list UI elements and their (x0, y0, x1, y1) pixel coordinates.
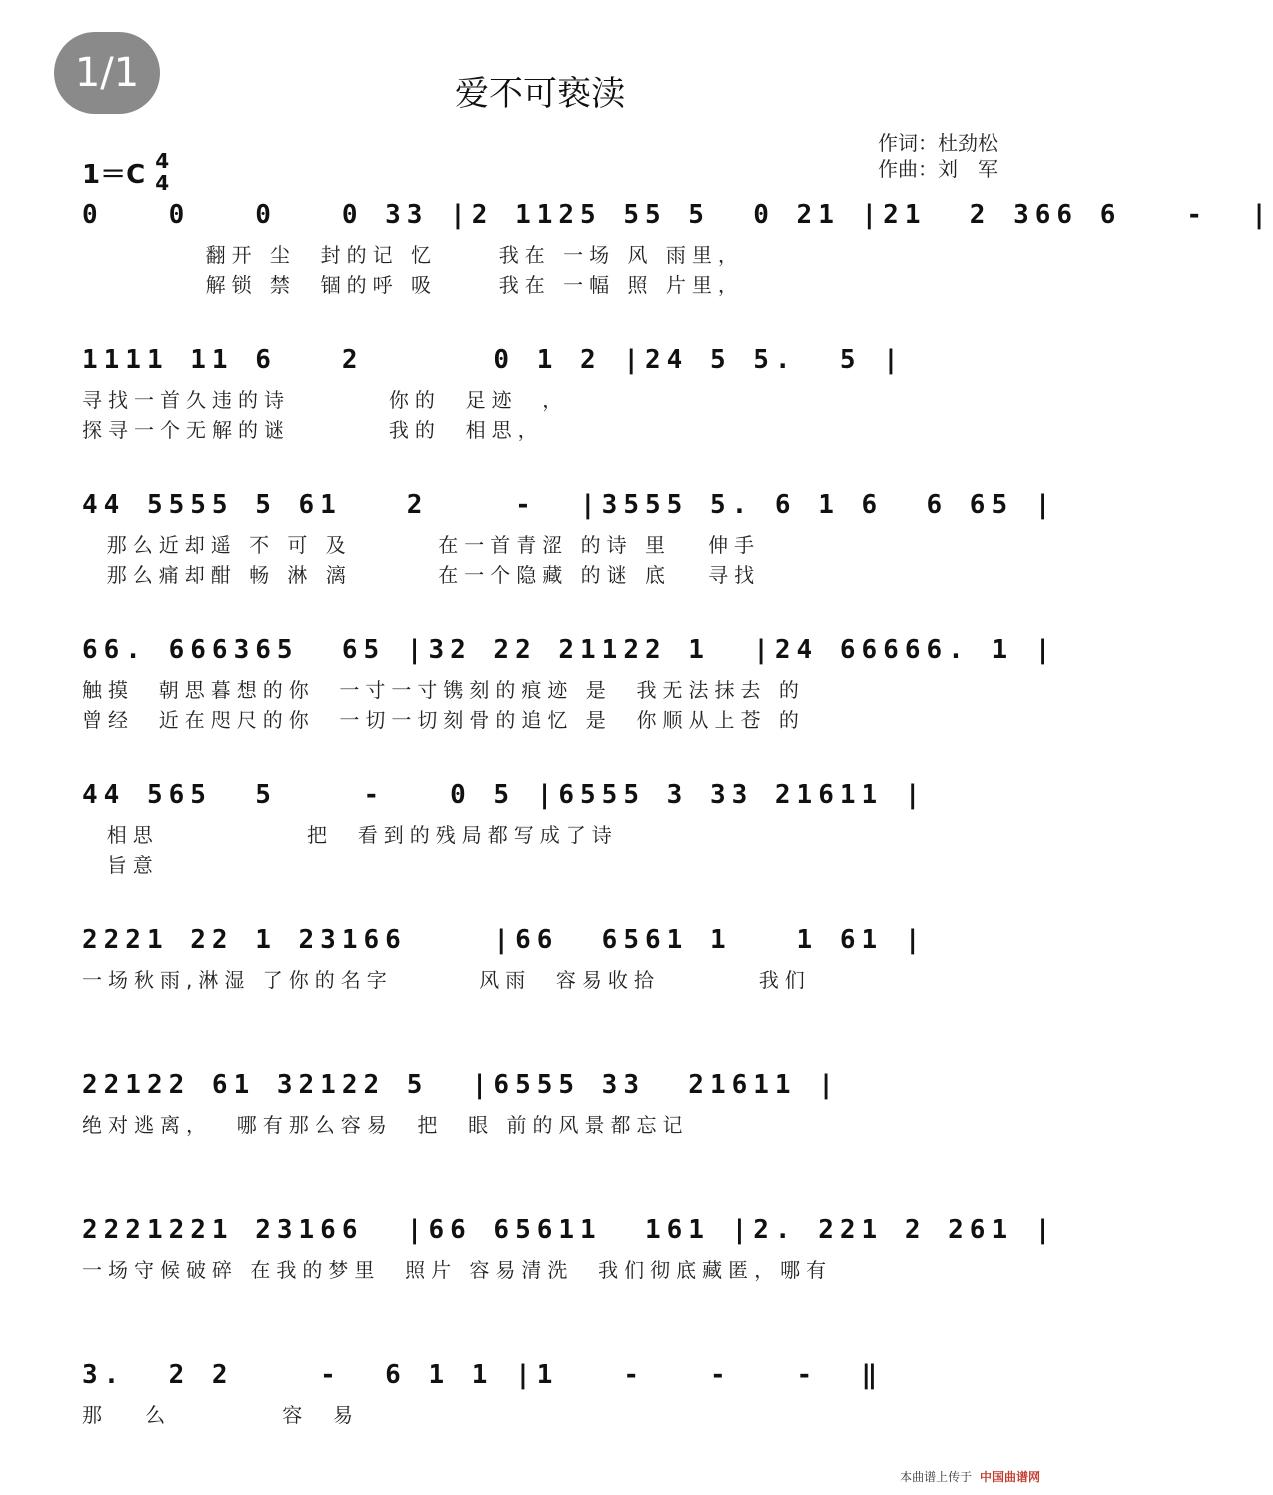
page-indicator[interactable]: 1/1 (54, 32, 160, 114)
song-title: 爱不可亵渎 (455, 74, 625, 114)
score-system (82, 1215, 1057, 1285)
lyric-line: 绝对逃离， 哪有那么容易 把 眼 前的风景都忘记 (82, 1113, 689, 1137)
key-label: 1＝C (82, 159, 146, 190)
notes-line: 3. 2 2 - 6 1 1 |1 - - - ‖ (82, 1360, 884, 1390)
lyric-line: 曾经 近在咫尺的你 一切一切刻骨的追忆 是 你顺从上苍 的 (82, 708, 805, 732)
score-system (82, 1070, 1002, 1140)
notes-line: 22122 61 32122 5 |6555 33 21611 | (82, 1070, 840, 1100)
notes-line: 2221221 23166 |66 65611 161 |2. 221 2 261 | (82, 1215, 1057, 1245)
time-signature (155, 150, 169, 194)
score-system (82, 1360, 1002, 1430)
lyric-line: 那么近却遥 不 可 及 在一首青涩 的诗 里 伸手 (82, 533, 761, 557)
time-bottom: 4 (155, 171, 170, 195)
notes-line: 0 0 0 0 33 |2 1125 55 5 0 21 |21 2 366 6 - | (82, 200, 1273, 230)
lyric-line: 寻找一首久违的诗 你的 足迹 ， (82, 388, 569, 412)
score-system (82, 200, 1273, 300)
lyric-line: 一场守候破碎 在我的梦里 照片 容易清洗 我们彻底藏匿，哪有 (82, 1258, 833, 1282)
lyric-line: 翻开 尘 封的记 忆 我在 一场 风 雨里， (82, 243, 744, 267)
notes-line: 1111 11 6 2 0 1 2 |24 5 5. 5 | (82, 345, 905, 375)
notes-line: 44 565 5 - 0 5 |6555 3 33 21611 | (82, 780, 927, 810)
site-logo: 中国曲谱网 (979, 1470, 1040, 1484)
lyric-line: 那 么 容 易 (82, 1403, 360, 1427)
lyricist: 作词：杜劲松 (878, 131, 998, 155)
footer-text: 本曲谱上传于 (900, 1470, 973, 1484)
credits (878, 130, 998, 182)
score-system (82, 345, 1002, 445)
lyric-line: 触摸 朝思暮想的你 一寸一寸镌刻的痕迹 是 我无法抹去 的 (82, 678, 805, 702)
lyric-line: 那么痛却酣 畅 淋 漓 在一个隐藏 的谜 底 寻找 (82, 563, 761, 587)
notes-line: 66. 666365 65 |32 22 21122 1 |24 66666. 1 | (82, 635, 1057, 665)
footer (900, 1468, 1040, 1485)
score-system (82, 780, 1002, 880)
lyric-line: 探寻一个无解的谜 我的 相思， (82, 418, 544, 442)
key-signature (82, 150, 169, 194)
score-system (82, 635, 1057, 735)
lyric-line: 一场秋雨,淋湿 了你的名字 风雨 容易收拾 我们 (82, 968, 811, 992)
time-top: 4 (155, 149, 170, 173)
composer: 作曲：刘 军 (878, 157, 998, 181)
lyric-line: 旨意 (82, 853, 159, 877)
score-system (82, 925, 1002, 995)
lyric-line: 解锁 禁 锢的呼 吸 我在 一幅 照 片里， (82, 273, 744, 297)
score-system (82, 490, 1057, 590)
lyric-line: 相思 把 看到的残局都写成了诗 (82, 823, 618, 847)
notes-line: 44 5555 5 61 2 - |3555 5. 6 1 6 6 65 | (82, 490, 1057, 520)
notes-line: 2221 22 1 23166 |66 6561 1 1 61 | (82, 925, 927, 955)
